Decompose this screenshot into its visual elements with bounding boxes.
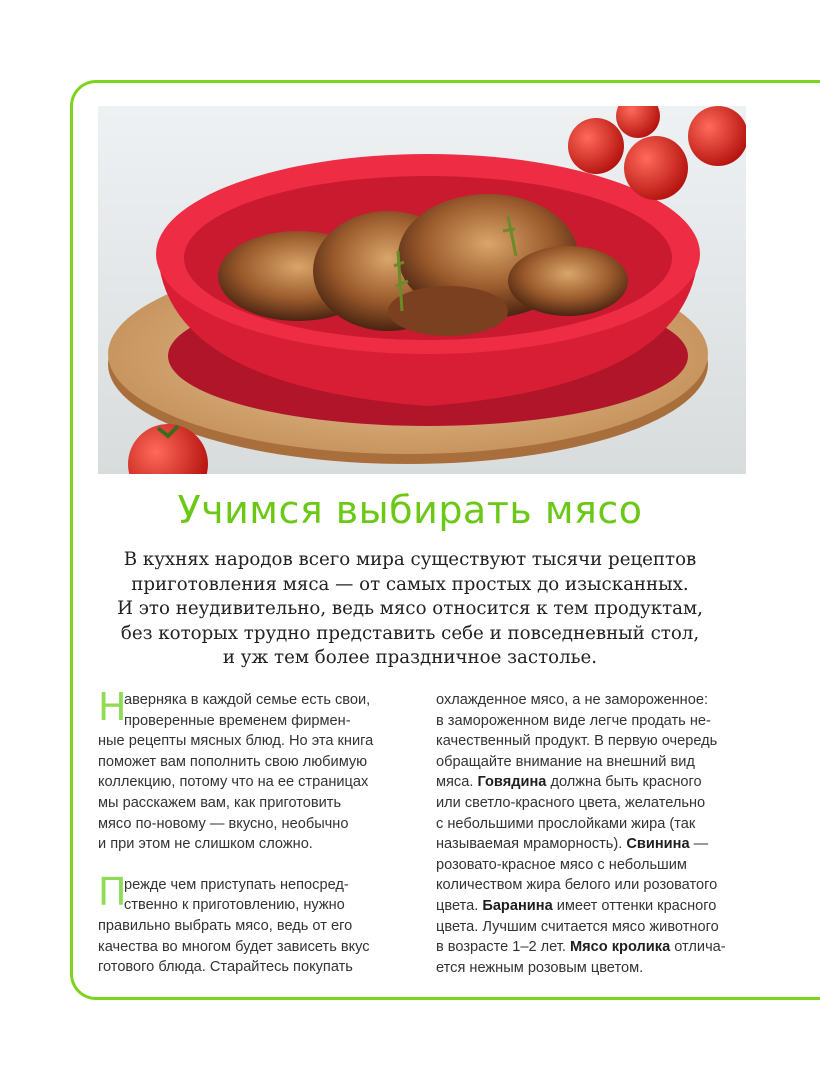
- roast-meat-dish-photo: [98, 106, 746, 474]
- text-line: поможет вам пополнить свою любимую: [98, 753, 368, 770]
- text-line: количеством жира белого или розоватого: [436, 877, 718, 894]
- text-line: аверняка в каждой семье есть свои,: [124, 692, 371, 708]
- lead-line: И это неудивительно, ведь мясо относится к тем продуктам,: [117, 598, 703, 620]
- term-pork: Свинина: [626, 836, 690, 853]
- lead-line: и уж тем более праздничное застолье.: [222, 647, 598, 669]
- lead-line: приготовления мяса — от самых простых до изысканных.: [131, 573, 689, 595]
- left-column: [98, 685, 403, 978]
- text-run: мяса.: [436, 774, 478, 791]
- text-run: —: [689, 836, 709, 853]
- dropcap: П: [98, 869, 127, 914]
- text-line: [436, 937, 752, 958]
- text-line: [436, 772, 752, 793]
- text-line: розовато-красное мясо с небольшим: [436, 856, 687, 873]
- text-run: имеет оттенки красного: [552, 897, 717, 914]
- text-line: проверенные временем фирмен-: [124, 712, 351, 729]
- lead-line: без которых трудно представить себе и повседневный стол,: [120, 622, 700, 644]
- term-beef: Говядина: [477, 774, 547, 791]
- text-line: мы расскажем вам, как приготовить: [98, 794, 342, 811]
- term-rabbit: Мясо кролика: [570, 939, 671, 956]
- text-line: режде чем приступать непосред-: [124, 876, 349, 893]
- text-line: ные рецепты мясных блюд. Но эта книга: [98, 733, 374, 750]
- page-title: Учимся выбирать мясо: [177, 488, 643, 532]
- text-line: и при этом не слишком сложно.: [98, 836, 313, 853]
- term-lamb: Баранина: [482, 897, 553, 914]
- right-column: [436, 690, 752, 978]
- lead-line: В кухнях народов всего мира существуют тысячи рецептов: [123, 549, 697, 570]
- text-line: мясо по-новому — вкусно, необычно: [98, 815, 349, 832]
- text-line: или светло-красного цвета, желательно: [436, 794, 706, 811]
- text-line: ется нежным розовым цветом.: [436, 959, 644, 976]
- text-line: в замороженном виде легче продать не-: [436, 712, 711, 729]
- dish-photo: [98, 106, 746, 474]
- text-line: цвета. Лучшим считается мясо животного: [436, 918, 719, 935]
- text-line: правильно выбрать мясо, ведь от его: [98, 917, 353, 934]
- dropcap: Н: [98, 685, 127, 729]
- text-line: качества во многом будет зависеть вкус: [98, 938, 370, 955]
- text-line: ственно к приготовлению, нужно: [124, 897, 345, 914]
- intro-paragraph: [98, 685, 403, 855]
- text-line: коллекцию, потому что на ее страницах: [98, 774, 369, 791]
- text-run: отлича-: [670, 939, 726, 956]
- text-line: охлажденное мясо, а не замороженное:: [436, 692, 709, 708]
- text-line: качественный продукт. В первую очередь: [436, 733, 718, 750]
- text-line: обращайте внимание на внешний вид: [436, 753, 695, 770]
- text-run: называемая мраморность).: [436, 836, 627, 853]
- text-line: [436, 896, 752, 917]
- lead-paragraph: [80, 548, 740, 671]
- choosing-paragraph: [98, 869, 403, 978]
- text-run: должна быть красного: [546, 774, 702, 791]
- text-line: готового блюда. Старайтесь покупать: [98, 959, 353, 976]
- text-run: цвета.: [436, 897, 483, 914]
- text-run: в возрасте 1–2 лет.: [436, 939, 570, 956]
- text-line: [436, 834, 752, 855]
- text-line: с небольшими прослойками жира (так: [436, 815, 696, 832]
